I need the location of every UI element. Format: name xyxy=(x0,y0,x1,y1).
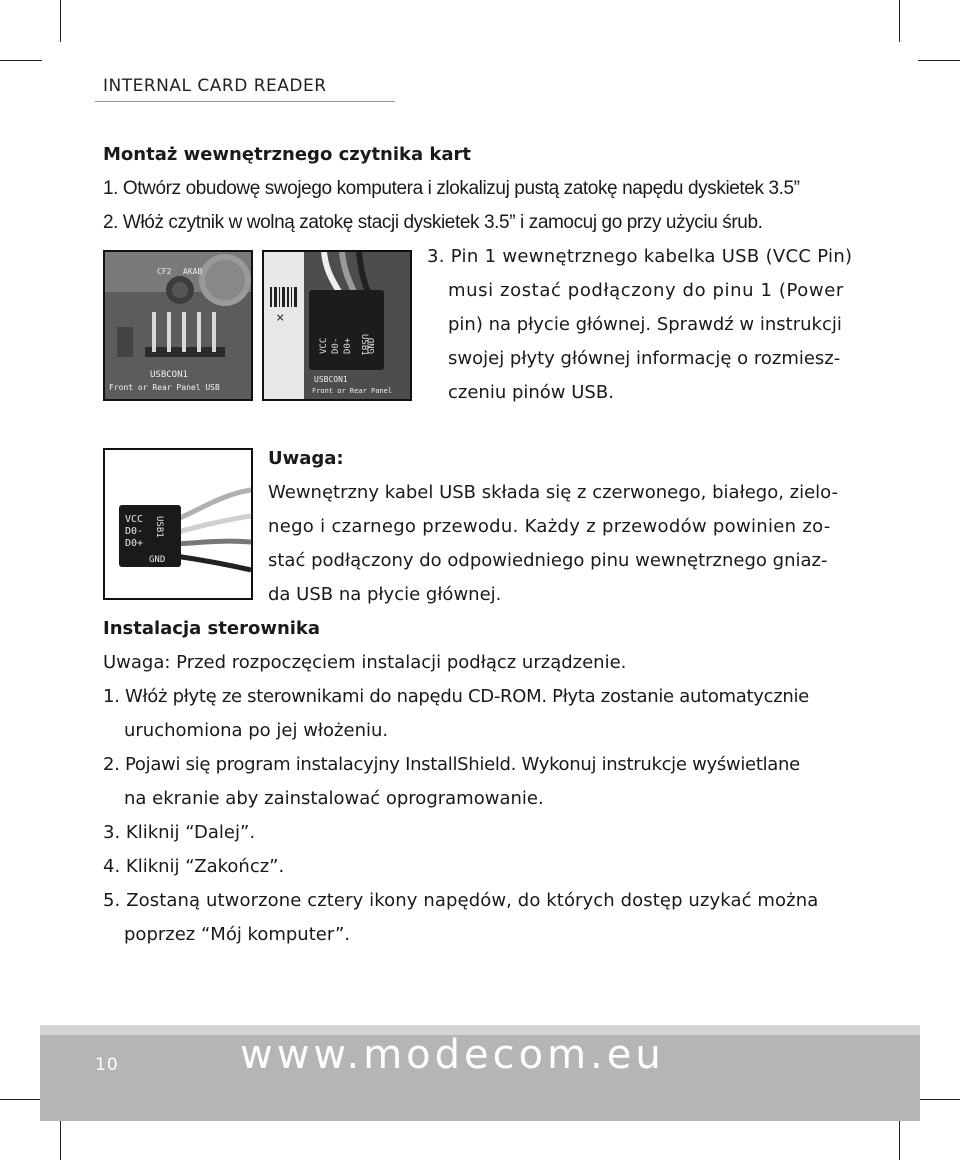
install-line-5: na ekranie aby zainstalować oprogramowanie. xyxy=(124,788,544,809)
photo3-label-d-minus: D0- xyxy=(125,526,144,537)
photo2-label-vcc: VCC xyxy=(319,337,329,354)
crop-mark xyxy=(60,0,61,42)
install-line-9: poprzez “Mój komputer”. xyxy=(124,924,351,945)
note-line-1: Wewnętrzny kabel USB składa się z czerwonego, białego, zielo- xyxy=(268,482,839,503)
install-line-1: Uwaga: Przed rozpoczęciem instalacji podłącz urządzenie. xyxy=(103,652,627,673)
note-line-4: da USB na płycie głównej. xyxy=(268,584,502,605)
note-heading: Uwaga: xyxy=(268,448,344,469)
photo2-label-usb1: USB1 xyxy=(359,334,369,356)
step-3-line-3: pin) na płycie głównej. Sprawdź w instrukcji xyxy=(448,314,842,335)
step-3-line-1: 3. Pin 1 wewnętrznego kabelka USB (VCC Pin) xyxy=(427,246,853,267)
svg-text:×: × xyxy=(276,310,285,326)
crop-mark xyxy=(0,60,42,61)
photo2-label-front: Front or Rear Panel xyxy=(312,387,393,395)
photo1-label-front: Front or Rear Panel USB xyxy=(109,383,220,392)
page-footer xyxy=(40,1025,920,1121)
section-heading-montaz: Montaż wewnętrznego czytnika kart xyxy=(103,144,472,165)
photo3-label-vcc: VCC xyxy=(125,514,144,525)
crop-mark xyxy=(899,0,900,42)
photo1-label-usbcon: USBCON1 xyxy=(150,370,188,380)
header-divider xyxy=(95,101,395,102)
crop-mark xyxy=(918,1099,960,1100)
photo1-label-aka: AKAB xyxy=(183,267,203,276)
section-heading-instalacja: Instalacja sterownika xyxy=(103,618,321,639)
note-line-2: nego i czarnego przewodu. Każdy z przewodów powinien zo- xyxy=(268,516,831,537)
install-line-3: uruchomiona po jej włożeniu. xyxy=(124,720,389,741)
page-header-title: INTERNAL CARD READER xyxy=(103,76,327,96)
install-line-6: 3. Kliknij “Dalej”. xyxy=(103,822,256,843)
step-3-line-5: czeniu pinów USB. xyxy=(448,382,614,403)
crop-mark xyxy=(918,60,960,61)
website-url: www.modecom.eu xyxy=(240,1032,665,1078)
usb-connector-plugged-photo xyxy=(262,250,412,401)
photo3-label-d-plus: D0+ xyxy=(125,538,144,549)
step-1: 1. Otwórz obudowę swojego komputera i zlokalizuj pustą zatokę napędu dyskietek 3.5” xyxy=(103,178,800,199)
step-3-line-4: swojej płyty głównej informację o rozmiesz- xyxy=(448,348,841,369)
motherboard-usb-header-photo xyxy=(103,250,253,401)
photo2-label-gnd: GND xyxy=(367,337,377,354)
photo3-label-usb1: USB1 xyxy=(154,516,164,538)
photo1-label-cf2: CF2 xyxy=(157,267,172,276)
crop-mark xyxy=(0,1099,42,1100)
photo3-label-gnd: GND xyxy=(149,555,166,565)
install-line-2: 1. Włóż płytę ze sterownikami do napędu CD-ROM. Płyta zostanie automatycznie xyxy=(103,686,809,707)
crop-mark xyxy=(899,1118,900,1160)
install-line-4: 2. Pojawi się program instalacyjny InstallShield. Wykonuj instrukcje wyświetlane xyxy=(103,754,800,775)
photo2-label-d-plus: D0+ xyxy=(343,337,353,354)
step-3-line-2: musi zostać podłączony do pinu 1 (Power xyxy=(448,280,844,301)
install-line-8: 5. Zostaną utworzone cztery ikony napędów, do których dostęp uzykać można xyxy=(103,890,819,911)
note-line-3: stać podłączony do odpowiedniego pinu wewnętrznego gniaz- xyxy=(268,550,828,571)
page-number: 10 xyxy=(95,1055,119,1075)
photo2-label-usbcon: USBCON1 xyxy=(314,375,348,384)
crop-mark xyxy=(60,1118,61,1160)
usb-cable-connector-photo xyxy=(103,448,253,600)
step-2: 2. Włóż czytnik w wolną zatokę stacji dyskietek 3.5” i zamocuj go przy użyciu śrub. xyxy=(103,212,763,233)
photo2-label-d-minus: D0- xyxy=(331,337,341,354)
install-line-7: 4. Kliknij “Zakończ”. xyxy=(103,856,285,877)
